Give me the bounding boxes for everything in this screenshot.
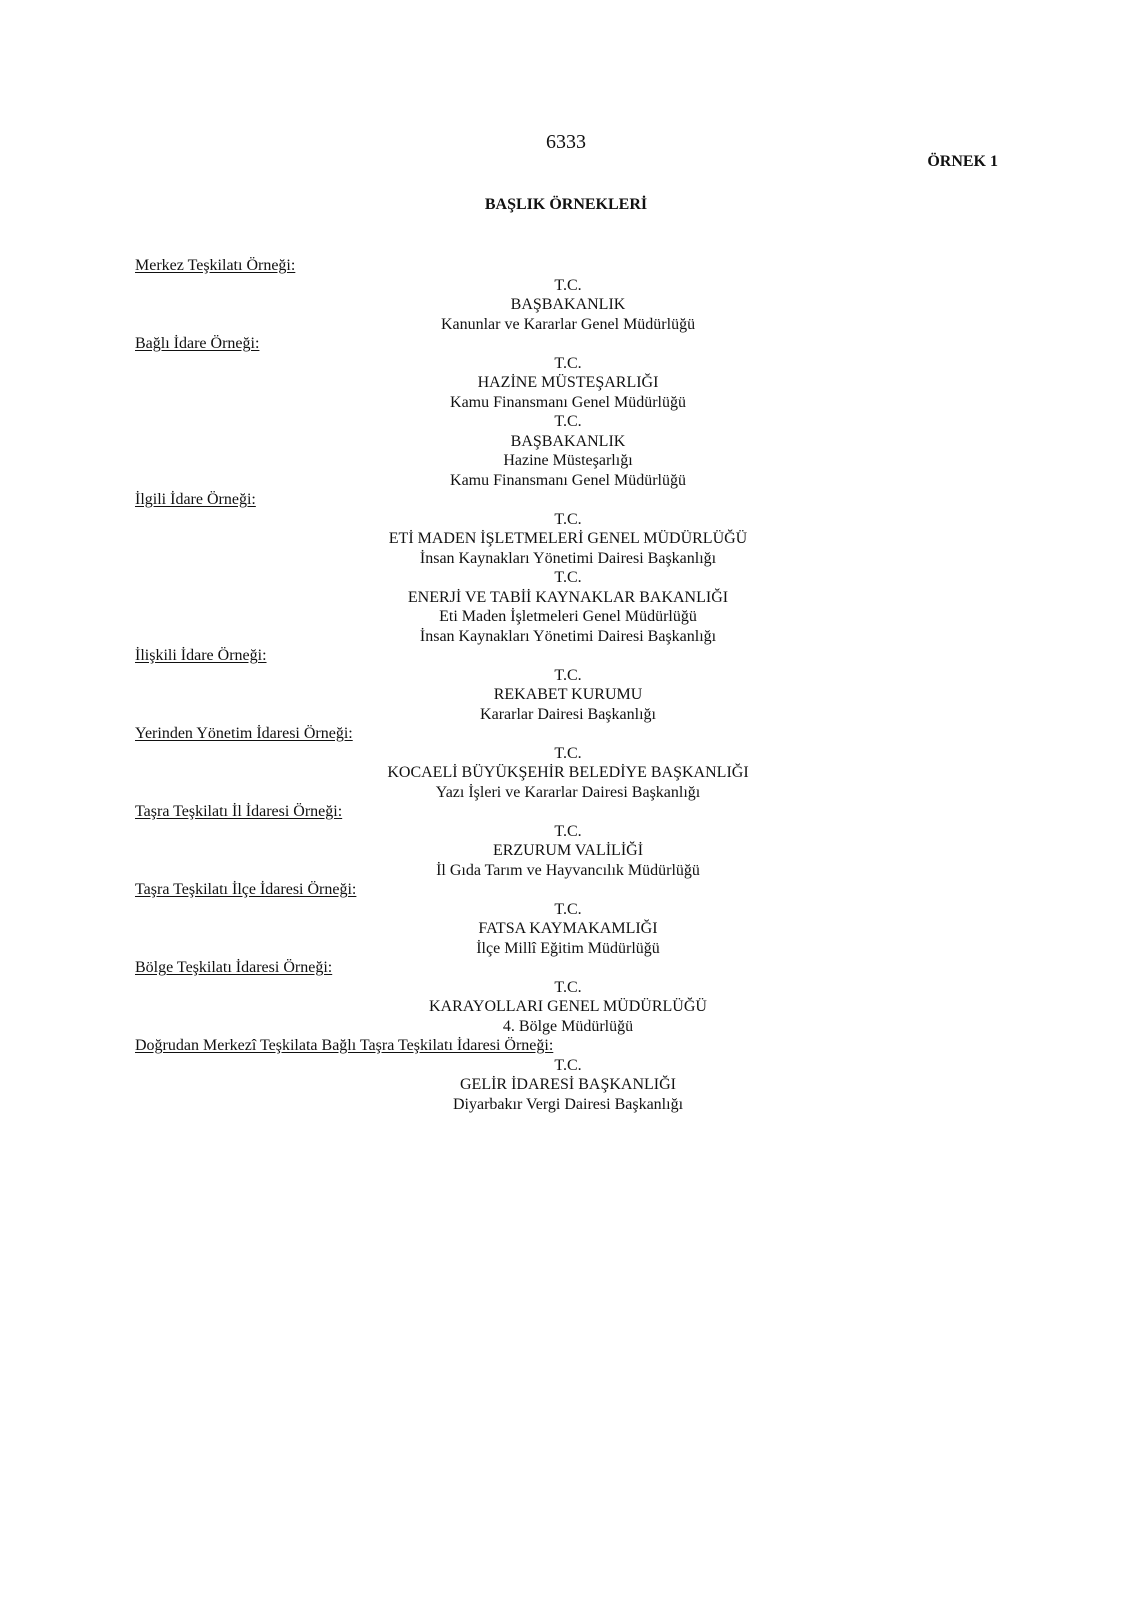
heading-line: T.C. — [554, 276, 582, 294]
heading-example — [0, 822, 1132, 881]
section-label: İlgili İdare Örneği: — [135, 491, 256, 508]
heading-line: Kanunlar ve Kararlar Genel Müdürlüğü — [440, 315, 696, 333]
heading-line: GELİR İDARESİ BAŞKANLIĞI — [460, 1076, 676, 1093]
heading-line: T.C. — [554, 744, 582, 762]
example-section — [0, 490, 1132, 646]
heading-line: T.C. — [554, 1056, 582, 1074]
example-section — [0, 724, 1132, 802]
heading-line: BAŞBAKANLIK — [510, 432, 626, 450]
heading-line: REKABET KURUMU — [493, 686, 643, 703]
heading-line: T.C. — [554, 900, 582, 918]
example-section — [0, 958, 1132, 1036]
heading-line: Yazı İşleri ve Kararlar Dairesi Başkanlığı — [435, 783, 701, 801]
heading-line: KARAYOLLARI GENEL MÜDÜRLÜĞÜ — [429, 998, 707, 1015]
section-label: Bağlı İdare Örneği: — [135, 335, 260, 352]
heading-line: KOCAELİ BÜYÜKŞEHİR BELEDİYE BAŞKANLIĞI — [387, 764, 749, 781]
heading-line: İnsan Kaynakları Yönetimi Dairesi Başkanlığı — [419, 627, 717, 645]
page-title: BAŞLIK ÖRNEKLERİ — [484, 196, 648, 213]
heading-line: T.C. — [554, 354, 582, 372]
section-label: Bölge Teşkilatı İdaresi Örneği: — [135, 959, 333, 976]
section-label: İlişkili İdare Örneği: — [135, 647, 267, 664]
heading-line: ETİ MADEN İŞLETMELERİ GENEL MÜDÜRLÜĞÜ — [388, 530, 748, 547]
example-label: ÖRNEK 1 — [927, 153, 998, 170]
section-label: Yerinden Yönetim İdaresi Örneği: — [135, 725, 353, 742]
heading-example — [0, 978, 1132, 1037]
heading-example — [0, 900, 1132, 959]
heading-line: T.C. — [554, 569, 582, 586]
heading-line: T.C. — [554, 822, 582, 840]
heading-line: Kamu Finansmanı Genel Müdürlüğü — [450, 393, 686, 411]
section-label: Taşra Teşkilatı İl İdaresi Örneği: — [135, 803, 343, 820]
heading-line: T.C. — [554, 666, 582, 684]
example-section — [0, 1036, 1132, 1114]
heading-example — [0, 744, 1132, 803]
heading-line: İl Gıda Tarım ve Hayvancılık Müdürlüğü — [436, 861, 700, 879]
example-section — [0, 256, 1132, 334]
heading-line: İlçe Millî Eğitim Müdürlüğü — [476, 939, 660, 957]
heading-example — [0, 412, 1132, 490]
page-number: 6333 — [546, 131, 586, 153]
heading-line: 4. Bölge Müdürlüğü — [502, 1017, 634, 1035]
heading-line: Kararlar Dairesi Başkanlığı — [480, 705, 656, 723]
section-label: Taşra Teşkilatı İlçe İdaresi Örneği: — [135, 881, 357, 898]
heading-example — [0, 354, 1132, 413]
heading-line: BAŞBAKANLIK — [510, 296, 626, 313]
heading-example — [0, 1056, 1132, 1115]
heading-line: ENERJİ VE TABİİ KAYNAKLAR BAKANLIĞI — [407, 588, 729, 606]
heading-line: Diyarbakır Vergi Dairesi Başkanlığı — [452, 1095, 684, 1113]
heading-line: FATSA KAYMAKAMLIĞI — [478, 920, 658, 937]
heading-line: Kamu Finansmanı Genel Müdürlüğü — [450, 471, 686, 489]
heading-line: Eti Maden İşletmeleri Genel Müdürlüğü — [439, 608, 697, 625]
section-label: Merkez Teşkilatı Örneği: — [135, 257, 296, 274]
heading-line: Hazine Müsteşarlığı — [503, 452, 633, 469]
section-label: Doğrudan Merkezî Teşkilata Bağlı Taşra Teşkilatı İdaresi Örneği: — [135, 1037, 554, 1054]
heading-line: İnsan Kaynakları Yönetimi Dairesi Başkanlığı — [419, 549, 717, 567]
heading-line: T.C. — [554, 978, 582, 996]
heading-line: ERZURUM VALİLİĞİ — [492, 842, 644, 859]
example-section — [0, 334, 1132, 490]
example-section — [0, 646, 1132, 724]
examples-list — [0, 256, 1132, 1114]
example-section — [0, 802, 1132, 880]
heading-line: T.C. — [554, 413, 582, 430]
heading-line: HAZİNE MÜSTEŞARLIĞI — [477, 374, 659, 391]
example-section — [0, 880, 1132, 958]
heading-example — [0, 276, 1132, 335]
heading-example — [0, 510, 1132, 569]
heading-example — [0, 666, 1132, 725]
heading-example — [0, 568, 1132, 646]
heading-line: T.C. — [554, 510, 582, 528]
